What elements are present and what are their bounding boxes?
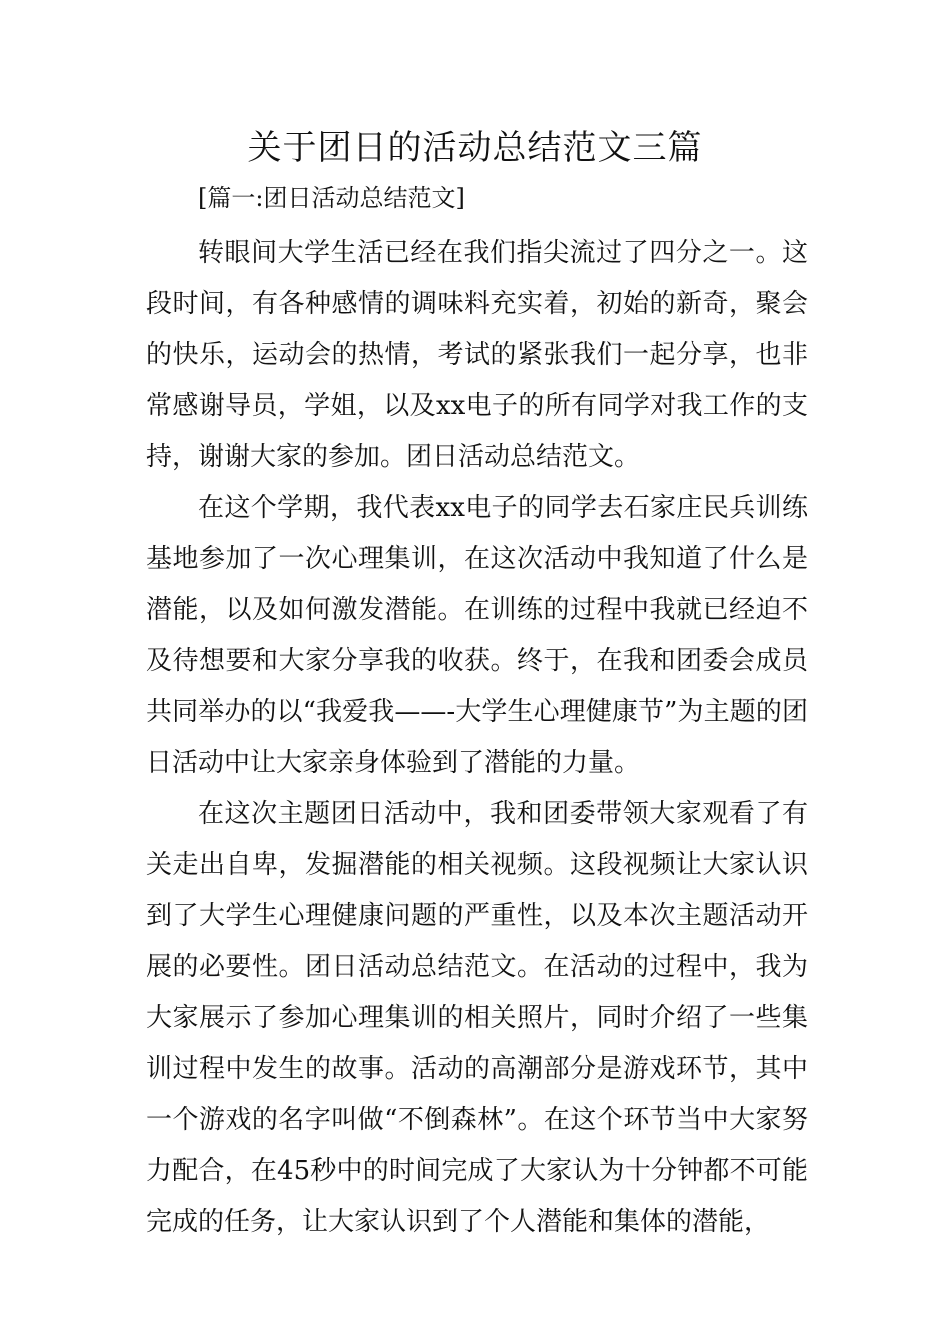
paragraph-2: 在这个学期，我代表xx电子的同学去石家庄民兵训练基地参加了一次心理集训，在这次活动中我知道了什么是潜能，以及如何激发潜能。在训练的过程中我就已经迫不及待想要和大家分享我的收获。终于，在我和团委会成员共同举办的以“我爱我——-大学生心理健康节”为主题的团日活动中让大家亲身体验到了潜能的力量。 [146, 493, 808, 778]
paragraph-3: 在这次主题团日活动中，我和团委带领大家观看了有关走出自卑，发掘潜能的相关视频。这段视频让大家认识到了大学生心理健康问题的严重性，以及本次主题活动开展的必要性。团日活动总结范文。在活动的过程中，我为大家展示了参加心理集训的相关照片，同时介绍了一些集训过程中发生的故事。活动的高潮部分是游戏环节，其中一个游戏的名字叫做“不倒森林”。在这个环节当中大家努力配合，在45秒中的时间完成了大家认为十分钟都不可能完成的任务，让大家认识到了个人潜能和集体的潜能， [146, 799, 808, 1237]
document-body [146, 178, 808, 1248]
section-label: [篇一:团日活动总结范文] [198, 184, 465, 212]
paragraph-1: 转眼间大学生活已经在我们指尖流过了四分之一。这段时间，有各种感情的调味料充实着，初始的新奇，聚会的快乐，运动会的热情，考试的紧张我们一起分享，也非常感谢导员，学姐，以及xx电子的所有同学对我工作的支持，谢谢大家的参加。团日活动总结范文。 [146, 238, 808, 472]
document-title: 关于团日的活动总结范文三篇 [247, 128, 703, 168]
